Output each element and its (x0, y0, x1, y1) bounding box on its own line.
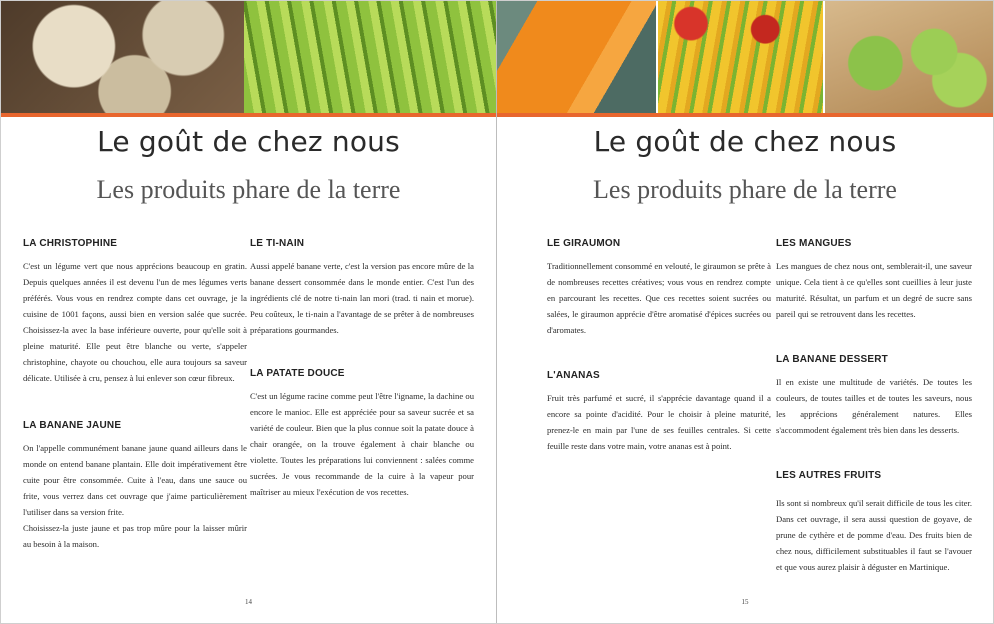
section-body: Traditionnellement consommé en velouté, le giraumon se prête à de nombreuses recettes créatives; vous vous en rendrez compte en parcourant les recettes. Que ces recettes soient sucrées ou salées, le giraumon apprécie d'être aromatisé d'épices sucrées ou d'aromates. (547, 261, 771, 335)
section-ananas (547, 370, 771, 454)
section-christophine (23, 238, 247, 386)
section-giraumon (547, 238, 771, 338)
column-right (250, 238, 474, 522)
section-heading: LES AUTRES FRUITS (776, 470, 882, 481)
section-body: C'est un légume vert que nous apprécions beaucoup en gratin. Depuis quelques années il est devenu l'un de mes légumes verts préférés. Vous vous en rendrez compte dans cet ouvrage, je la cuisine de 1001 façons, aussi bien en version salée que sucrée. Choisissez-la avec la base inférieure ouverte, pour qu'elle soit à pleine maturité. Elle peut être blanche ou verte, s'appeler christophine, chayote ou chouchou, elle aura toujours sa saveur délicate. Utilisée à cru, pensez à lui enlever son cœur fibreux. (23, 261, 247, 383)
section-body: C'est un légume racine comme peut l'être l'igname, la dachine ou encore le manioc. Elle est appréciée pour sa saveur sucrée et sa variété de couleur. Bien que la plus connue soit la patate douce à chair orangée, on la trouve également à chair blanche ou violette. Toutes les préparations lui conviennent : salées comme sucrées. Je vous recommande de la cuire à la vapeur pour maîtriser au mieux l'exécution de vos recettes. (250, 391, 474, 497)
section-heading: LES MANGUES (776, 238, 852, 249)
column-right (776, 238, 972, 597)
page-number: 14 (245, 598, 252, 606)
section-body: On l'appelle communément banane jaune quand ailleurs dans le monde on entend banane plantain. Elle doit impérativement être cuite pour être consommée. Cuite à l'eau, dans une sauce ou frite, vous verrez dans cet ouvrage que j'aime particulièrement l'utiliser dans sa version frite. Choisissez-la juste jaune et pas trop mûre pour la laisser mûrir au besoin à la maison. (23, 443, 247, 549)
green-banana-photo (244, 1, 496, 114)
fruits-photo (656, 1, 823, 114)
page-subtitle: Les produits phare de la terre (96, 175, 401, 204)
section-body: Aussi appelé banane verte, c'est la version pas encore mûre de la banane dessert consommée dans le monde entier. C'est l'un des ingrédients clé de notre ti-nain lan mori (trad. ti nain et morue). Peu coûteux, le ti-nain a l'avantage de se prêter à de nombreuses préparations gourmandes. (250, 261, 474, 335)
page-left (1, 1, 497, 623)
section-mangues (776, 238, 972, 322)
giraumon-photo (497, 1, 656, 114)
section-heading: LE TI-NAIN (250, 238, 305, 249)
section-heading: LA PATATE DOUCE (250, 368, 345, 379)
page-title: Le goût de chez nous (593, 125, 897, 158)
section-body: Fruit très parfumé et sucré, il s'apprécie davantage quand il a encore sa pointe d'acidité. Pour le choisir à pleine maturité, prenez-le en main par l'une de ses feuilles centrales. Si cette feuille reste dans votre main, votre ananas est à point. (547, 393, 771, 451)
section-heading: L'ANANAS (547, 370, 600, 381)
section-banane-dessert (776, 354, 972, 438)
photo-banner-right (497, 1, 993, 114)
section-autres-fruits (776, 470, 972, 575)
section-heading: LA CHRISTOPHINE (23, 238, 118, 249)
page-number: 15 (741, 598, 749, 606)
orange-rule (497, 113, 993, 117)
section-body: Il en existe une multitude de variétés. De toutes les couleurs, de toutes tailles et de toutes les saveurs, nous les apprécions généralement natures. Elles s'accommodent également très bien dans les desserts. (776, 377, 972, 435)
christophine-photo (1, 1, 244, 114)
section-banane-jaune (23, 420, 247, 552)
section-body: Les mangues de chez nous ont, semblerait-il, une saveur unique. Cela tient à ce qu'elles sont cueillies à leur juste maturité. Résultat, un parfum et un degré de sucre sans pareil qui se retrouvent dans les recettes. (776, 261, 972, 319)
column-left (547, 238, 771, 476)
section-heading: LE GIRAUMON (547, 238, 621, 249)
section-body: Ils sont si nombreux qu'il serait difficile de tous les citer. Dans cet ouvrage, il sera aussi question de goyave, de prune de cythère et de pomme d'eau. Des fruits bien de chez nous, difficilement substituables il faut se l'avouer et que vous aurez plaisir à déguster en Martinique. (776, 498, 972, 572)
column-left (23, 238, 247, 574)
section-heading: LA BANANE JAUNE (23, 420, 122, 431)
mango-photo (823, 1, 993, 114)
page-title: Le goût de chez nous (97, 125, 400, 158)
photo-banner-left (1, 1, 496, 114)
page-subtitle: Les produits phare de la terre (593, 175, 897, 204)
section-patate-douce (250, 368, 474, 500)
page-right (497, 1, 993, 623)
orange-rule (1, 113, 496, 117)
section-heading: LA BANANE DESSERT (776, 354, 888, 365)
section-ti-nain (250, 238, 474, 338)
